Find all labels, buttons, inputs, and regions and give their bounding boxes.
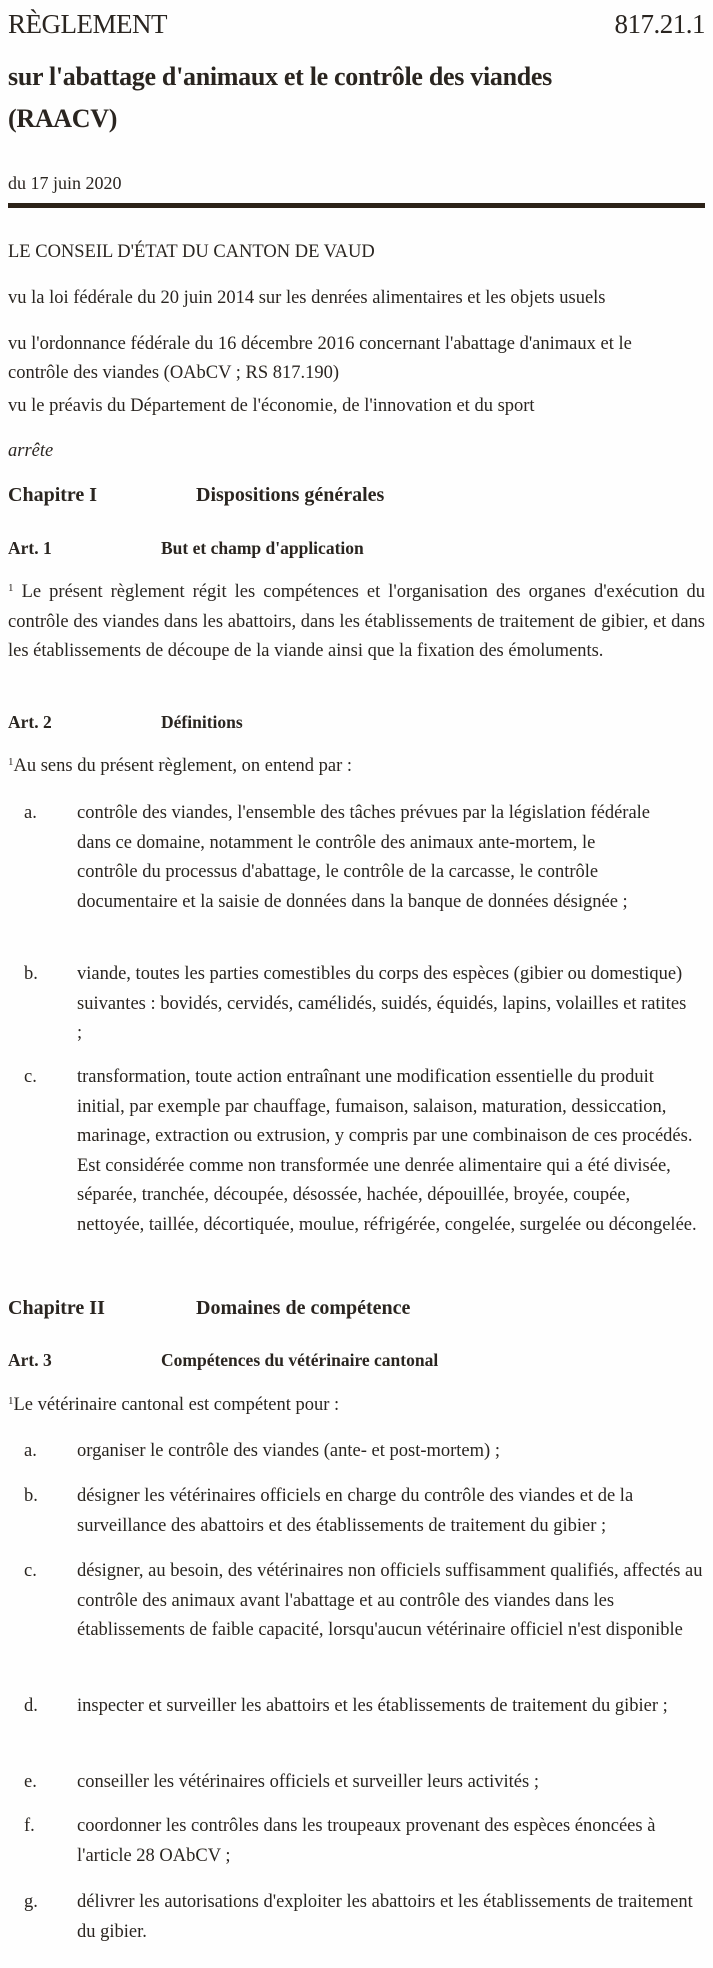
item-letter: b.: [24, 1486, 38, 1506]
item-letter: b.: [24, 964, 38, 984]
competence-item: [0, 1812, 673, 1871]
preamble-consideration: vu le préavis du Département de l'économie, de l'innovation et du sport: [8, 396, 535, 416]
article-heading: [8, 538, 705, 559]
item-text: transformation, toute action entraînant une modification essentielle du produit initial, par exemple par chauffage, fumaison, salaison, maturation, dessiccation, marinage, extraction ou extrusion, y compris par une combinaison de ces procédés. Est considérée comme non transformée une denrée alimentaire qui a été divisée, séparée, tranchée, découpée, désossée, hachée, dépouillée, broyée, coupée, nettoyée, taillée, décortiquée, moulue, réfrigérée, congelée, surgelée ou décongelée.: [77, 1067, 697, 1235]
item-text: délivrer les autorisations d'exploiter les abattoirs et les établissements de traitement du gibier.: [77, 1892, 693, 1942]
item-letter: a.: [24, 803, 37, 823]
chapter-heading: [8, 484, 705, 507]
article-title: But et champ d'application: [161, 538, 364, 558]
document-number: 817.21.1: [614, 9, 705, 39]
article-heading: [8, 712, 705, 733]
preamble-decree: arrête: [8, 441, 54, 461]
article-paragraph: [8, 578, 705, 667]
paragraph-number: 1: [8, 1395, 14, 1407]
competence-item: [0, 1768, 705, 1798]
item-letter: a.: [24, 1441, 37, 1461]
article-number: Art. 2: [8, 712, 52, 732]
item-letter: f.: [24, 1816, 35, 1836]
definition-item: [0, 799, 653, 917]
preamble-consideration: vu l'ordonnance fédérale du 16 décembre 2016 concernant l'abattage d'animaux et le contrôle des viandes (OAbCV ; RS 817.190): [8, 334, 632, 383]
definition-item: [0, 1063, 701, 1240]
paragraph-text: Au sens du présent règlement, on entend par :: [13, 756, 353, 776]
definition-item: [0, 960, 695, 1049]
item-text: inspecter et surveiller les abattoirs et les établissements de traitement du gibier ;: [77, 1696, 668, 1716]
title-line-1: sur l'abattage d'animaux et le contrôle des viandes: [8, 62, 552, 91]
item-text: contrôle des viandes, l'ensemble des tâches prévues par la législation fédérale dans ce domaine, notamment le contrôle des animaux ante-mortem, le contrôle du processus d'abattage, le contrôle de la carcasse, le contrôle documentaire et la saisie de données dans la banque de données désignée ;: [77, 803, 651, 912]
item-text: désigner, au besoin, des vétérinaires non officiels suffisamment qualifiés, affectés au contrôle des animaux avant l'abattage et au contrôle des viandes dans les établissements de faible capacité, lorsqu'aucun vétérinaire officiel n'est disponible: [77, 1561, 703, 1640]
preamble-consideration: vu la loi fédérale du 20 juin 2014 sur les denrées alimentaires et les objets usuels: [8, 288, 606, 308]
article-title: Compétences du vétérinaire cantonal: [161, 1350, 439, 1370]
chapter-heading: [8, 1297, 705, 1320]
header-divider: [8, 203, 705, 208]
item-letter: g.: [24, 1892, 38, 1912]
document-title: [8, 56, 705, 140]
paragraph-number: 1: [8, 582, 14, 594]
item-text: conseiller les vétérinaires officiels et surveiller leurs activités ;: [77, 1772, 539, 1792]
item-letter: c.: [24, 1067, 37, 1087]
article-heading: [8, 1350, 705, 1371]
article-paragraph: [8, 752, 705, 781]
competence-item: [0, 1692, 705, 1722]
item-text: viande, toutes les parties comestibles du corps des espèces (gibier ou domestique) suivantes : bovidés, cervidés, camélidés, suidés, équidés, lapins, volailles et ratites ;: [77, 964, 687, 1043]
chapter-number: Chapitre II: [8, 1297, 105, 1319]
paragraph-text: Le présent règlement régit les compétences et l'organisation des organes d'exécution du contrôle des viandes dans les abattoirs, dans les établissements de traitement de gibier, et dans les établissements de découpe de la viande ainsi que la fixation des émoluments.: [8, 582, 706, 661]
competence-item: [0, 1482, 705, 1541]
paragraph-text: Le vétérinaire cantonal est compétent pour :: [13, 1395, 340, 1415]
paragraph-number: 1: [8, 756, 14, 768]
item-text: désigner les vétérinaires officiels en charge du contrôle des viandes et de la surveillance des abattoirs et des établissements de traitement du gibier ;: [77, 1486, 634, 1536]
item-letter: e.: [24, 1772, 37, 1792]
article-number: Art. 1: [8, 538, 52, 558]
article-paragraph: [8, 1391, 705, 1420]
document-type: RÈGLEMENT: [8, 9, 167, 39]
item-letter: c.: [24, 1561, 37, 1581]
item-text: coordonner les contrôles dans les troupeaux provenant des espèces énoncées à l'article 28 OAbCV ;: [77, 1816, 656, 1866]
competence-item: [0, 1557, 705, 1646]
chapter-number: Chapitre I: [8, 484, 98, 506]
competence-item: [0, 1437, 705, 1467]
chapter-title: Dispositions générales: [196, 484, 385, 506]
article-title: Définitions: [161, 712, 243, 732]
chapter-title: Domaines de compétence: [196, 1297, 411, 1319]
document-date: du 17 juin 2020: [8, 173, 122, 193]
item-text: organiser le contrôle des viandes (ante- et post-mortem) ;: [77, 1441, 500, 1461]
article-number: Art. 3: [8, 1350, 52, 1370]
title-line-2: (RAACV): [8, 104, 118, 133]
item-letter: d.: [24, 1696, 38, 1716]
competence-item: [0, 1888, 705, 1947]
preamble-authority: LE CONSEIL D'ÉTAT DU CANTON DE VAUD: [8, 242, 375, 262]
